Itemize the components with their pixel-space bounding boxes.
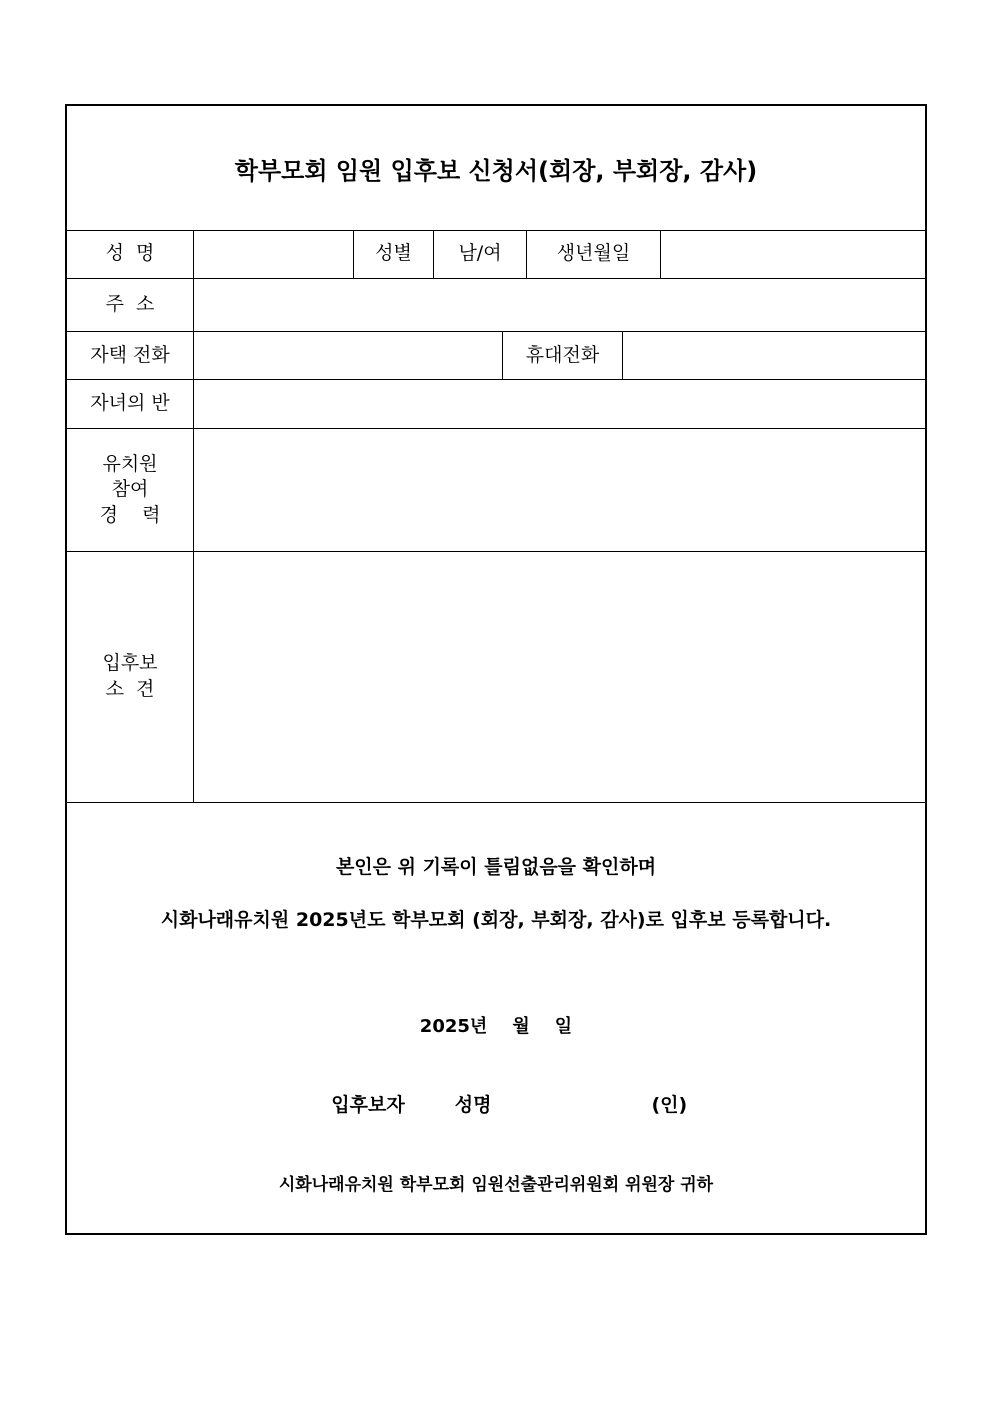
address-field[interactable] — [194, 279, 927, 331]
address-label: 주 소 — [105, 293, 155, 316]
opinion-label-line1: 입후보 — [102, 652, 158, 675]
mobile-field[interactable] — [623, 332, 927, 379]
addressee-line: 시화나래유치원 학부모회 임원선출관리위원회 위원장 귀하 — [278, 1175, 714, 1195]
child-class-label: 자녀의 반 — [90, 392, 170, 415]
statement-line1: 본인은 위 기록이 틀림없음을 확인하며 — [335, 856, 657, 878]
experience-label-line1: 유치원 — [102, 452, 158, 475]
divider — [67, 802, 925, 803]
form-title: 학부모회 임원 입후보 신청서(회장, 부회장, 감사) — [234, 157, 758, 185]
signature-name-label: 성명 — [454, 1094, 492, 1116]
experience-label — [67, 429, 193, 551]
statement-line2: 시화나래유치원 2025년도 학부모회 (회장, 부회장, 감사)로 입후보 등록합니다. — [160, 909, 832, 931]
name-label: 성 명 — [105, 242, 155, 265]
opinion-label-line2: 소 견 — [105, 678, 155, 700]
date-line: 2025년 월 일 — [419, 1016, 573, 1037]
birth-label: 생년월일 — [556, 242, 631, 265]
gender-options[interactable]: 남/여 — [458, 242, 502, 265]
gender-label: 성별 — [375, 242, 412, 265]
candidate-label: 입후보자 — [331, 1094, 405, 1116]
signature-line — [67, 1068, 925, 1139]
experience-label-line2: 참여 — [111, 478, 149, 501]
application-form — [65, 104, 927, 1235]
opinion-field[interactable] — [194, 552, 927, 802]
opinion-label — [67, 552, 193, 802]
child-class-field[interactable] — [194, 380, 927, 428]
mobile-label: 휴대전화 — [525, 343, 600, 366]
seal-mark: (인) — [651, 1094, 688, 1116]
name-field[interactable] — [194, 230, 353, 278]
birth-field[interactable] — [661, 230, 927, 278]
home-phone-label: 자택 전화 — [90, 343, 170, 366]
experience-label-line3: 경 력 — [99, 503, 161, 526]
experience-field[interactable] — [194, 429, 927, 551]
home-phone-field[interactable] — [194, 332, 502, 379]
